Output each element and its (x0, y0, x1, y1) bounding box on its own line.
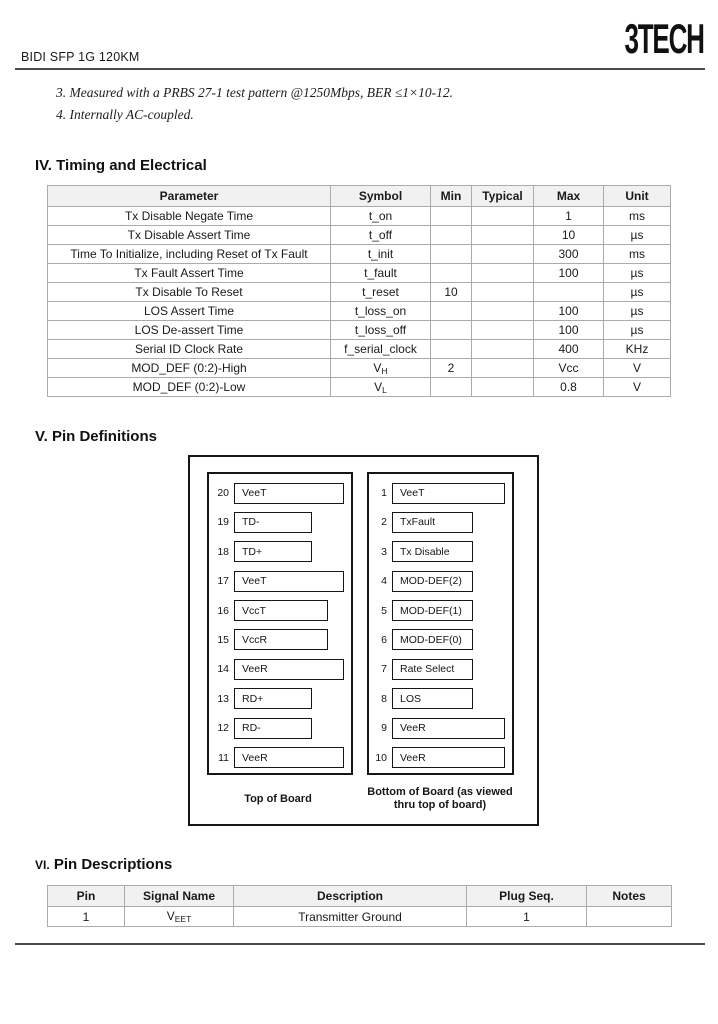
pin-number: 3 (381, 545, 387, 558)
pin-row (369, 600, 512, 622)
table-row (48, 340, 671, 359)
column-header: Symbol (331, 186, 431, 207)
pin-box (392, 718, 505, 739)
table-cell: µs (604, 264, 671, 283)
column-header: Unit (604, 186, 671, 207)
pin-label: Tx Disable (400, 545, 450, 558)
table-cell: t_off (331, 226, 431, 245)
pin-box (234, 571, 344, 592)
pin-row (209, 482, 351, 504)
table-cell: Time To Initialize, including Reset of Tx Fault (48, 245, 331, 264)
table-cell: Tx Disable To Reset (48, 283, 331, 302)
pin-row (209, 717, 351, 739)
pin-number: 4 (381, 575, 387, 588)
pin-box (234, 747, 344, 768)
pin-row (209, 600, 351, 622)
pin-number: 19 (217, 516, 229, 529)
table-cell: MOD_DEF (0:2)-Low (48, 378, 331, 397)
pin-list-left (209, 474, 351, 769)
footer-rule (15, 943, 705, 945)
pin-label: VeeT (242, 487, 267, 499)
pin-label: VeeR (400, 722, 426, 735)
table-cell (431, 245, 472, 264)
table-cell (472, 245, 534, 264)
table-cell: KHz (604, 340, 671, 359)
column-header: Parameter (48, 186, 331, 207)
section-title: Pin Definitions (47, 428, 157, 445)
table-cell: t_fault (331, 264, 431, 283)
timing-electrical-table (47, 185, 671, 397)
pin-label: RD- (242, 722, 261, 735)
table-cell: µs (604, 283, 671, 302)
pin-box (234, 541, 312, 562)
table-cell: Tx Disable Assert Time (48, 226, 331, 245)
section-title: Timing and Electrical (51, 157, 207, 174)
table-row (48, 245, 671, 264)
pin-box (234, 718, 312, 739)
pin-box (234, 629, 328, 650)
table-row (48, 302, 671, 321)
pin-label: MOD-DEF(0) (400, 633, 462, 646)
table-cell: t_reset (331, 283, 431, 302)
table-cell: µs (604, 302, 671, 321)
pin-number: 11 (218, 751, 229, 764)
pin-row (369, 511, 512, 533)
pin-box (392, 600, 473, 621)
table-cell: 100 (534, 321, 604, 340)
table-cell: V (604, 378, 671, 397)
table-row (48, 359, 671, 378)
table-cell: MOD_DEF (0:2)-High (48, 359, 331, 378)
column-header: Pin (48, 886, 125, 907)
table-cell (472, 283, 534, 302)
table-cell: $V_H$ (331, 359, 431, 378)
pin-number: 15 (217, 633, 229, 646)
table-cell (472, 340, 534, 359)
table-row (48, 264, 671, 283)
pin-row (209, 747, 351, 769)
table-cell (472, 302, 534, 321)
table-cell (472, 207, 534, 226)
pin-row (369, 570, 512, 592)
pin-number: 18 (217, 545, 229, 558)
table-cell (431, 340, 472, 359)
pin-label: Rate Select (400, 663, 455, 676)
pin-row (369, 717, 512, 739)
section-heading-timing (35, 157, 207, 174)
pin-label: VeeR (242, 751, 268, 764)
table-cell: t_loss_on (331, 302, 431, 321)
section-heading-pin-definitions (35, 428, 157, 445)
section-heading-pin-descriptions (35, 856, 172, 873)
pin-box (234, 600, 328, 621)
top-of-board-caption: Top of Board (244, 793, 312, 805)
pin-number: 20 (217, 487, 229, 499)
section-number: V. (35, 428, 48, 445)
table-cell (472, 378, 534, 397)
pin-number: 17 (217, 575, 229, 588)
table-cell: 400 (534, 340, 604, 359)
pin-box (392, 629, 473, 650)
table-header-row (48, 186, 671, 207)
pin-number: 1 (381, 487, 387, 499)
pin-number: 7 (381, 663, 387, 676)
pin-row (369, 688, 512, 710)
pin-box (392, 747, 505, 768)
table-cell: Vcc (534, 359, 604, 378)
table-cell (431, 302, 472, 321)
table-cell: V (604, 359, 671, 378)
table-cell (587, 907, 672, 927)
company-logo: 3TECH (624, 15, 704, 62)
table-cell: t_on (331, 207, 431, 226)
table-row (48, 226, 671, 245)
document-title: BIDI SFP 1G 120KM (21, 50, 140, 64)
table-cell (472, 321, 534, 340)
table-cell: t_loss_off (331, 321, 431, 340)
pin-row (369, 658, 512, 680)
table-cell: 10 (534, 226, 604, 245)
table-cell: 100 (534, 264, 604, 283)
column-header: Notes (587, 886, 672, 907)
table-row (48, 378, 671, 397)
table-cell: LOS De-assert Time (48, 321, 331, 340)
table-cell: 1 (467, 907, 587, 927)
pin-row (209, 629, 351, 651)
section-title: Pin Descriptions (49, 856, 173, 873)
table-cell: Tx Fault Assert Time (48, 264, 331, 283)
bottom-of-board-panel (367, 472, 514, 775)
pin-number: 13 (217, 692, 229, 705)
pin-number: 10 (375, 751, 387, 764)
pin-row (209, 541, 351, 563)
table-row (48, 283, 671, 302)
pin-box (392, 541, 473, 562)
pin-label: TD+ (242, 545, 263, 558)
top-of-board-panel (207, 472, 353, 775)
table-cell: 10 (431, 283, 472, 302)
pin-label: RD+ (242, 692, 264, 705)
table-cell (472, 226, 534, 245)
pin-label: VeeT (242, 575, 267, 588)
pin-number: 6 (381, 633, 387, 646)
table-row (48, 907, 672, 927)
table-cell: 2 (431, 359, 472, 378)
table-cell (431, 207, 472, 226)
pin-label: MOD-DEF(1) (400, 604, 462, 617)
pin-label: VccR (242, 633, 268, 646)
pin-box (392, 512, 473, 533)
pin-box (234, 512, 312, 533)
pin-descriptions-table (47, 885, 672, 927)
section-number: IV. (35, 157, 52, 174)
pin-box (392, 483, 505, 504)
table-row (48, 207, 671, 226)
pin-number: 12 (217, 722, 229, 735)
pin-row (369, 482, 512, 504)
pin-box (234, 659, 344, 680)
pin-row (209, 570, 351, 592)
pin-number: 9 (381, 722, 387, 735)
table-cell: LOS Assert Time (48, 302, 331, 321)
table-cell (431, 264, 472, 283)
table-cell: $V_L$ (331, 378, 431, 397)
pin-row (369, 747, 512, 769)
table-cell: ms (604, 207, 671, 226)
table-cell: 1 (48, 907, 125, 927)
pin-number: 5 (381, 604, 387, 617)
pin-box (234, 688, 312, 709)
table-cell: 0.8 (534, 378, 604, 397)
section-number: VI. (35, 858, 50, 872)
pin-row (209, 688, 351, 710)
pin-label: MOD-DEF(2) (400, 575, 462, 588)
table-row (48, 321, 671, 340)
pin-box (392, 659, 473, 680)
table-cell: Transmitter Ground (234, 907, 467, 927)
pin-label: VccT (242, 604, 266, 617)
pin-box (392, 688, 473, 709)
pin-row (369, 629, 512, 651)
table-cell: $V_{EET}$ (125, 907, 234, 927)
table-cell: t_init (331, 245, 431, 264)
table-cell: 100 (534, 302, 604, 321)
table-cell: f_serial_clock (331, 340, 431, 359)
footnote-4: 4. Internally AC-coupled. (56, 107, 194, 122)
pin-row (209, 511, 351, 533)
pin-label: TxFault (400, 516, 436, 529)
column-header: Plug Seq. (467, 886, 587, 907)
table-cell (534, 283, 604, 302)
table-cell: 300 (534, 245, 604, 264)
table-cell: Tx Disable Negate Time (48, 207, 331, 226)
table-cell (431, 378, 472, 397)
column-header: Description (234, 886, 467, 907)
pin-row (369, 541, 512, 563)
pin-number: 14 (217, 663, 229, 676)
pin-label: VeeR (242, 663, 268, 676)
footnote-3: 3. Measured with a PRBS 27-1 test pattern @1250Mbps, BER ≤1×10-12. (56, 85, 454, 100)
bottom-of-board-caption: Bottom of Board (as viewed thru top of board) (367, 786, 513, 811)
column-header: Max (534, 186, 604, 207)
table-header-row (48, 886, 672, 907)
pin-number: 16 (217, 604, 229, 617)
table-cell: µs (604, 226, 671, 245)
table-cell (472, 264, 534, 283)
table-cell (431, 226, 472, 245)
column-header: Min (431, 186, 472, 207)
pin-label: LOS (400, 692, 422, 705)
column-header: Typical (472, 186, 534, 207)
table-cell: Serial ID Clock Rate (48, 340, 331, 359)
pin-box (392, 571, 473, 592)
pin-definition-diagram (188, 455, 539, 826)
pin-label: VeeT (400, 487, 425, 499)
table-cell (431, 321, 472, 340)
header-rule (15, 68, 705, 70)
pin-label: VeeR (400, 751, 426, 764)
pin-number: 2 (381, 516, 387, 529)
pin-label: TD- (242, 516, 260, 529)
column-header: Signal Name (125, 886, 234, 907)
pin-row (209, 658, 351, 680)
footnotes (56, 82, 453, 126)
table-cell: ms (604, 245, 671, 264)
pin-list-right (369, 474, 512, 769)
pin-number: 8 (381, 692, 387, 705)
table-cell: 1 (534, 207, 604, 226)
table-cell (472, 359, 534, 378)
table-cell: µs (604, 321, 671, 340)
pin-box (234, 483, 344, 504)
